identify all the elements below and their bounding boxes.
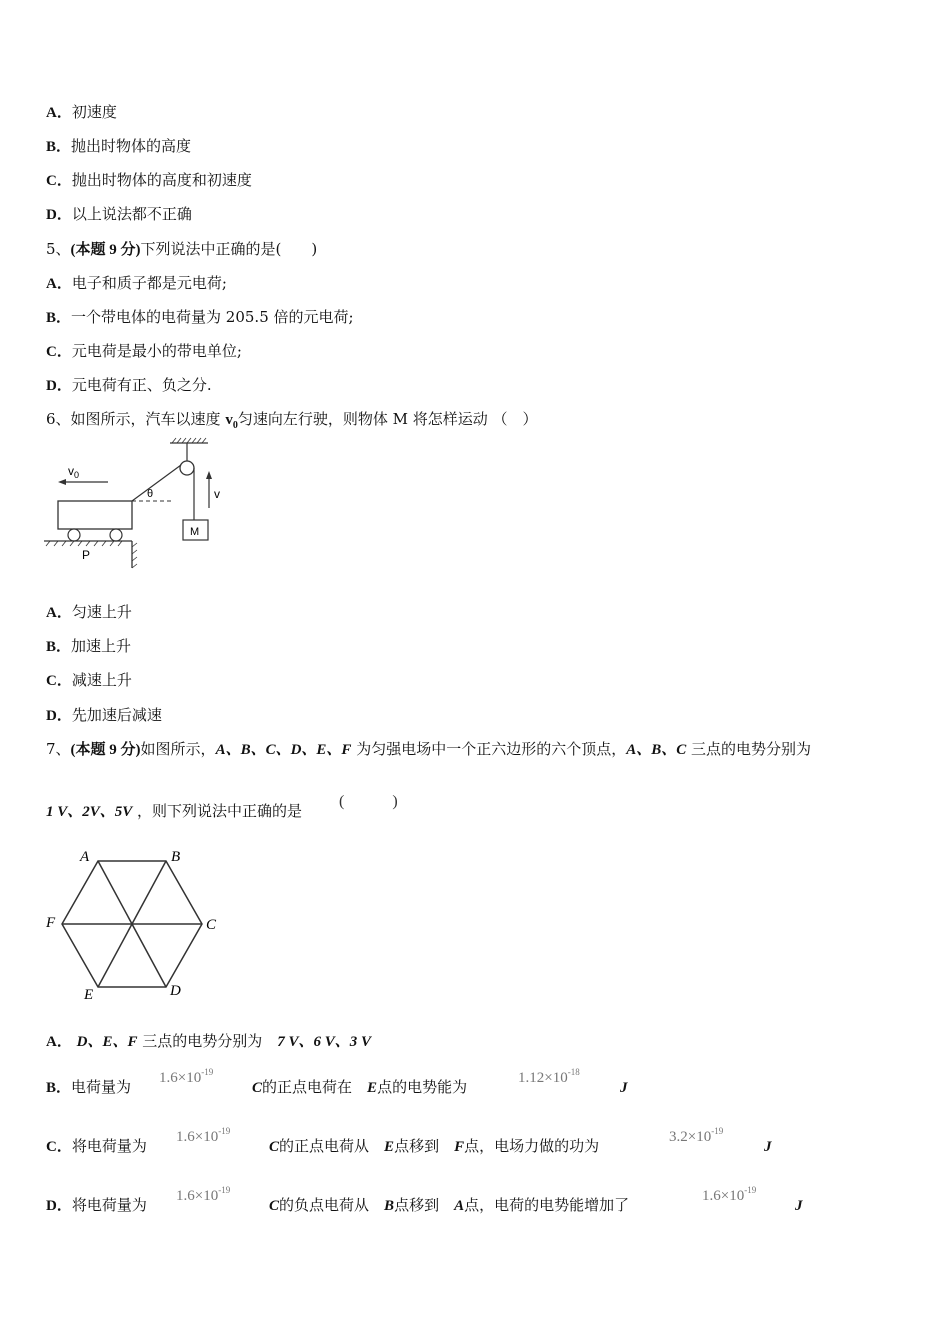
svg-text:B: B bbox=[171, 849, 181, 865]
hexagon-figure bbox=[44, 845, 234, 1005]
q7d-unit: J bbox=[795, 1198, 803, 1214]
q7d-text-2: C的负点电荷从 B点移到 A点，电荷的电势能增加了 bbox=[269, 1196, 630, 1214]
q5-option-c: C．元电荷是最小的带电单位; bbox=[46, 342, 242, 360]
q7b-energy-formula: $1.12\times 10^{-18}$ bbox=[518, 1067, 580, 1086]
svg-text:M: M bbox=[190, 526, 200, 538]
q7d-energy-formula: $1.6\times 10^{-19}$ bbox=[702, 1185, 757, 1204]
q7-stem-line2: 1 V、2V、5V ，则下列说法中正确的是 bbox=[46, 802, 303, 820]
q6-option-a: A．匀速上升 bbox=[46, 603, 132, 621]
q5-option-d: D．元电荷有正、负之分. bbox=[46, 376, 212, 394]
q4-option-d: D．以上说法都不正确 bbox=[46, 205, 192, 223]
q4-option-b: B．抛出时物体的高度 bbox=[46, 137, 192, 155]
svg-text:v: v bbox=[214, 487, 220, 501]
q7c-unit: J bbox=[764, 1139, 772, 1155]
svg-text:θ: θ bbox=[147, 488, 154, 500]
pulley bbox=[180, 461, 194, 475]
svg-text:F: F bbox=[46, 915, 56, 931]
q5-option-b: B．一个带电体的电荷量为 205.5 倍的元电荷; bbox=[46, 308, 354, 326]
svg-text:C: C bbox=[206, 917, 217, 933]
q6-stem: 6、如图所示，汽车以速度 $v_0$匀速向左行驶，则物体 M 将怎样运动 （ ） bbox=[46, 410, 538, 431]
q7b-charge-formula: $1.6\times 10^{-19}$ bbox=[159, 1067, 214, 1086]
pulley-car-figure bbox=[40, 435, 220, 575]
q6-option-d: D．先加速后减速 bbox=[46, 706, 162, 724]
q4-option-c: C．抛出时物体的高度和初速度 bbox=[46, 171, 252, 189]
q5-stem: 5、(本题 9 分)下列说法中正确的是( ) bbox=[46, 240, 318, 258]
q7-option-d: D．将电荷量为 bbox=[46, 1196, 147, 1214]
car bbox=[58, 501, 132, 529]
q7b-unit: J bbox=[620, 1080, 628, 1096]
q7b-text-2: C的正点电荷在 E点的电势能为 bbox=[252, 1078, 468, 1096]
q7-answer-paren: ( ) bbox=[339, 793, 398, 810]
svg-text:v0: $v_0$ bbox=[68, 464, 80, 480]
q6-option-c: C．减速上升 bbox=[46, 671, 132, 689]
svg-text:A: A bbox=[80, 849, 90, 865]
q7-option-a: A． D、E、F 三点的电势分别为 7 V、6 V、3 V bbox=[46, 1032, 372, 1050]
svg-text:D: D bbox=[170, 983, 181, 999]
svg-text:E: E bbox=[84, 987, 94, 1003]
svg-text:P: P bbox=[82, 548, 91, 562]
q5-option-a: A．电子和质子都是元电荷; bbox=[46, 274, 227, 292]
q7-stem-line1: 7、(本题 9 分)如图所示，A、B、C、D、E、F 为匀强电场中一个正六边形的六个顶点，A、B、C 三点的电势分别为 bbox=[46, 740, 811, 758]
q7c-charge-formula: $1.6\times 10^{-19}$ bbox=[176, 1126, 231, 1145]
q7-option-c: C．将电荷量为 bbox=[46, 1137, 147, 1155]
q7d-charge-formula: $1.6\times 10^{-19}$ bbox=[176, 1185, 231, 1204]
q7c-work-formula: $3.2\times 10^{-19}$ bbox=[669, 1126, 724, 1145]
q7c-text-2: C的正点电荷从 E点移到 F点，电场力做的功为 bbox=[269, 1137, 600, 1155]
q7-option-b: B．电荷量为 bbox=[46, 1078, 132, 1096]
q6-option-b: B．加速上升 bbox=[46, 637, 132, 655]
q4-option-a: A．初速度 bbox=[46, 103, 117, 121]
